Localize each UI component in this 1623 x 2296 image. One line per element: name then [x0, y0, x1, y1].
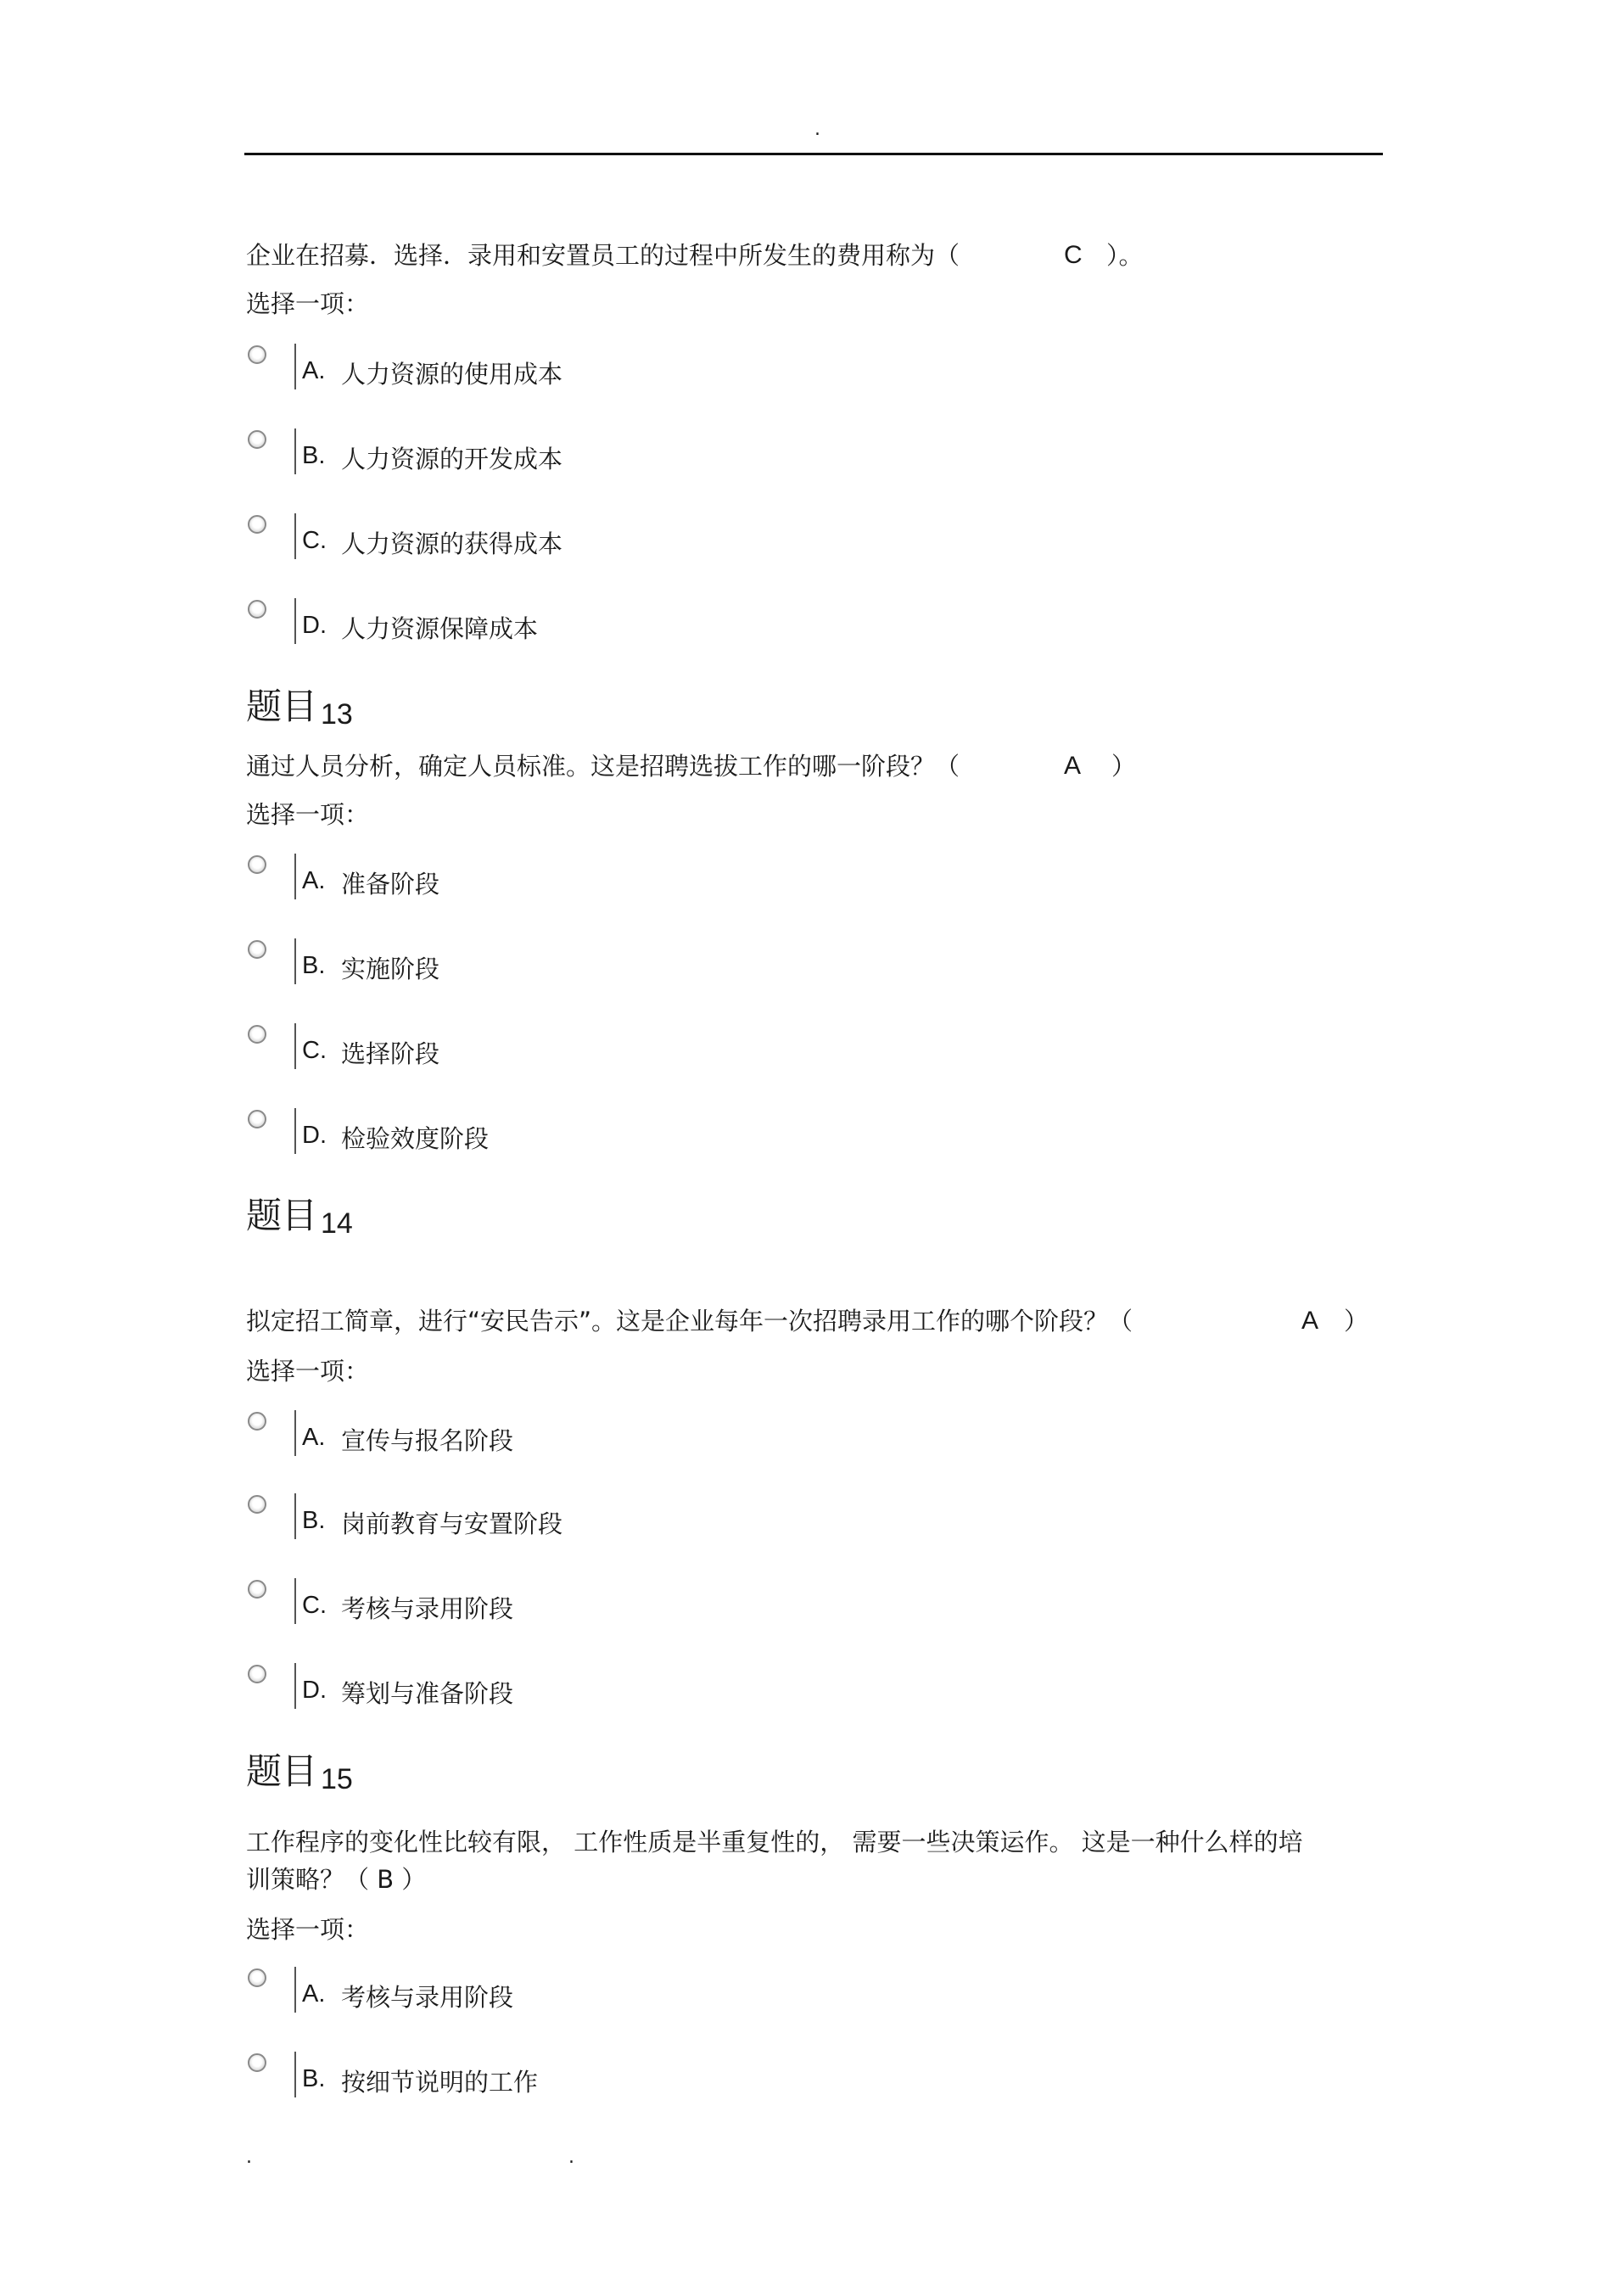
radio-icon[interactable]	[248, 1495, 266, 1514]
q15-title	[246, 1744, 353, 1795]
option-label: 人力资源的获得成本	[341, 529, 563, 558]
radio-icon[interactable]	[248, 1412, 266, 1431]
option-label: 岗前教育与安置阶段	[341, 1509, 563, 1538]
q13-answer: A	[1064, 752, 1082, 780]
option-letter: D.	[302, 1677, 327, 1704]
radio-icon[interactable]	[248, 1665, 266, 1683]
header-dot: .	[814, 119, 820, 140]
q12-close: ）。	[1106, 241, 1144, 270]
option-label: 人力资源保障成本	[341, 614, 539, 643]
q12-text: 企业在招募．选择．录用和安置员工的过程中所发生的费用称为（	[246, 241, 960, 270]
option-divider	[294, 1108, 296, 1154]
option-letter: B.	[302, 1507, 326, 1534]
option-letter: B.	[302, 952, 326, 979]
q12-option-c[interactable]	[246, 513, 1010, 564]
footer-dot-left: .	[246, 2147, 252, 2168]
option-divider	[294, 1493, 296, 1539]
q12-answer: C	[1064, 241, 1083, 269]
option-letter: A.	[302, 867, 326, 894]
q14-choose-label: 选择一项：	[246, 1357, 370, 1386]
option-divider	[294, 2052, 296, 2097]
option-label: 实施阶段	[341, 955, 440, 983]
footer-dot-right: .	[568, 2147, 574, 2168]
option-letter: A.	[302, 357, 326, 384]
radio-icon[interactable]	[248, 1580, 266, 1599]
radio-icon[interactable]	[248, 600, 266, 619]
option-divider	[294, 344, 296, 389]
option-label: 考核与录用阶段	[341, 1594, 514, 1623]
q14-text: 拟定招工简章，进行“安民告示”。这是企业每年一次招聘录用工作的哪个阶段？（	[246, 1307, 1133, 1336]
q15-text-line2: 训策略？（ B ）	[246, 1865, 427, 1894]
option-divider	[294, 1663, 296, 1709]
question-title-label: 题目	[246, 1195, 318, 1236]
option-letter: B.	[302, 442, 326, 469]
option-letter: D.	[302, 1122, 327, 1149]
radio-icon[interactable]	[248, 345, 266, 364]
q14-option-c[interactable]	[246, 1578, 1010, 1629]
option-letter: C.	[302, 1592, 327, 1619]
option-divider	[294, 428, 296, 474]
q14-option-b[interactable]	[246, 1493, 1010, 1544]
option-letter: A.	[302, 1980, 326, 2008]
option-letter: C.	[302, 527, 327, 554]
q13-option-a[interactable]	[246, 854, 1010, 904]
q13-close: ）	[1111, 752, 1137, 781]
q15-option-b[interactable]	[246, 2052, 1010, 2103]
q14-answer: A	[1301, 1307, 1319, 1335]
option-divider	[294, 1410, 296, 1456]
q14-option-d[interactable]	[246, 1663, 1010, 1714]
option-divider	[294, 1578, 296, 1624]
q13-option-c[interactable]	[246, 1023, 1010, 1074]
option-letter: B.	[302, 2065, 326, 2092]
option-divider	[294, 938, 296, 984]
q14-close: ）	[1344, 1307, 1369, 1336]
question-number: 13	[321, 698, 353, 731]
q15-text-line1: 工作程序的变化性比较有限， 工作性质是半重复性的， 需要一些决策运作。 这是一种什么样的培	[246, 1828, 1303, 1856]
option-label: 检验效度阶段	[341, 1124, 490, 1153]
q12-option-a[interactable]	[246, 344, 1010, 395]
option-divider	[294, 598, 296, 644]
option-divider	[294, 1023, 296, 1069]
header-rule	[244, 153, 1383, 155]
radio-icon[interactable]	[248, 515, 266, 534]
q14-title	[246, 1188, 353, 1239]
option-label: 考核与录用阶段	[341, 1983, 514, 2012]
q15-option-a[interactable]	[246, 1967, 1010, 2018]
radio-icon[interactable]	[248, 1025, 266, 1044]
option-label: 筹划与准备阶段	[341, 1679, 514, 1708]
option-label: 准备阶段	[341, 870, 440, 899]
question-title-label: 题目	[246, 1750, 318, 1792]
option-label: 按细节说明的工作	[341, 2068, 539, 2097]
question-number: 14	[321, 1207, 353, 1240]
q13-text: 通过人员分析，确定人员标准。这是招聘选拔工作的哪一阶段？（	[246, 752, 960, 781]
option-divider	[294, 513, 296, 559]
radio-icon[interactable]	[248, 855, 266, 874]
option-label: 选择阶段	[341, 1039, 440, 1068]
option-letter: D.	[302, 612, 327, 639]
option-divider	[294, 1967, 296, 2013]
option-label: 人力资源的使用成本	[341, 360, 563, 389]
question-title-label: 题目	[246, 686, 318, 727]
radio-icon[interactable]	[248, 1110, 266, 1128]
q12-option-d[interactable]	[246, 598, 1010, 649]
radio-icon[interactable]	[248, 2053, 266, 2072]
option-divider	[294, 854, 296, 899]
option-label: 宣传与报名阶段	[341, 1426, 514, 1455]
option-letter: A.	[302, 1424, 326, 1451]
q14-option-a[interactable]	[246, 1410, 1010, 1461]
radio-icon[interactable]	[248, 430, 266, 449]
radio-icon[interactable]	[248, 1968, 266, 1987]
q12-option-b[interactable]	[246, 428, 1010, 479]
option-letter: C.	[302, 1037, 327, 1064]
q13-option-b[interactable]	[246, 938, 1010, 989]
question-number: 15	[321, 1763, 353, 1795]
radio-icon[interactable]	[248, 940, 266, 959]
q15-choose-label: 选择一项：	[246, 1915, 370, 1944]
q13-choose-label: 选择一项：	[246, 800, 370, 829]
q13-option-d[interactable]	[246, 1108, 1010, 1159]
q13-title	[246, 679, 353, 730]
q12-choose-label: 选择一项：	[246, 289, 370, 318]
option-label: 人力资源的开发成本	[341, 445, 563, 473]
